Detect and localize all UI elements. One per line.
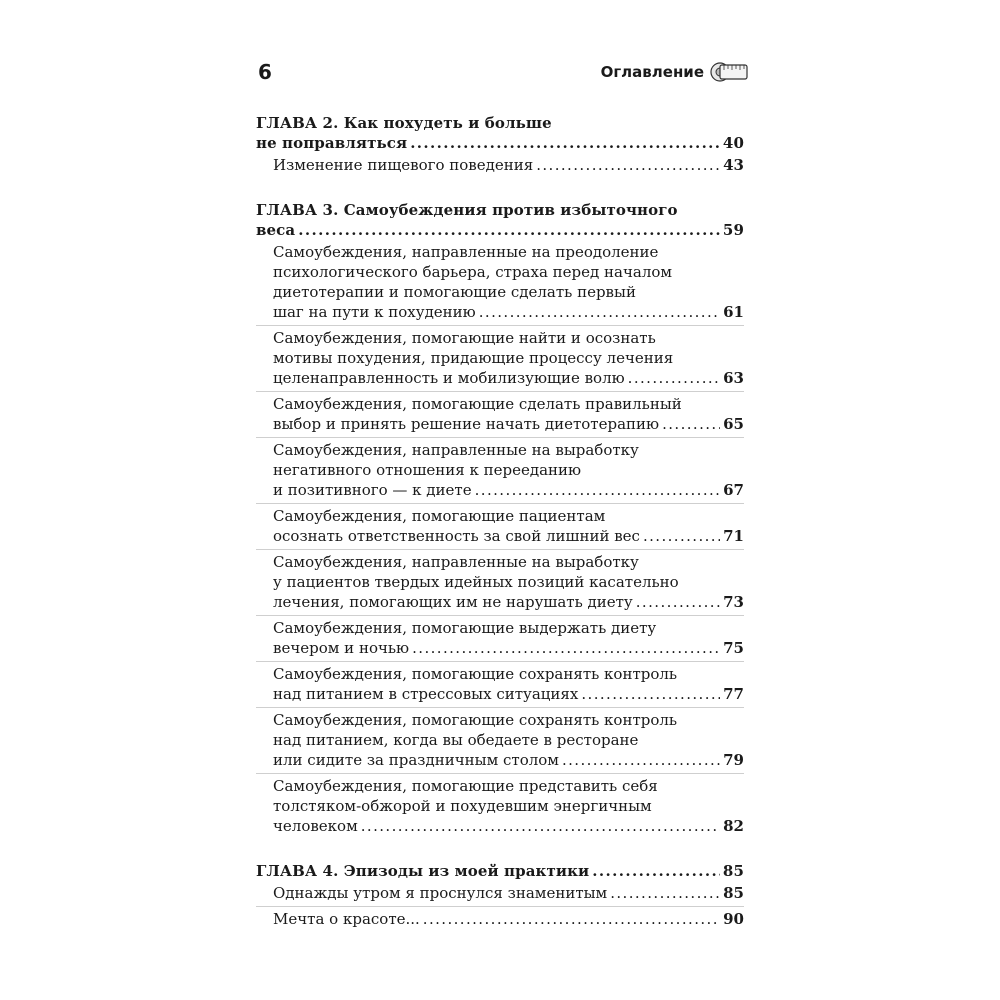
subentry-last-line — [273, 638, 744, 658]
subentry-text-line: Самоубеждения, помогающие сохранять контроль — [273, 665, 678, 683]
subentry-text-line: Самоубеждения, помогающие найти и осознать — [273, 329, 656, 347]
chapter-page-number: 40 — [722, 134, 744, 152]
running-title: Оглавление — [600, 63, 704, 81]
subentry-text-line: Самоубеждения, направленные на выработку — [273, 553, 639, 571]
leader-dots — [628, 368, 720, 388]
subentry-last-line — [273, 816, 744, 836]
leader-dots — [536, 155, 720, 175]
toc-subentry[interactable] — [256, 773, 744, 839]
toc-subentry[interactable] — [256, 503, 744, 549]
subentry-page-number: 73 — [723, 593, 744, 611]
subentry-text: над питанием в стрессовых ситуациях — [273, 685, 579, 703]
subentry-last-line — [273, 909, 744, 929]
leader-dots — [410, 133, 720, 153]
subentry-last-line — [273, 750, 744, 770]
toc-subentry[interactable] — [256, 240, 744, 325]
leader-dots — [479, 302, 720, 322]
leader-dots — [423, 909, 720, 929]
toc-chapter — [256, 861, 744, 932]
subentry-page-number: 43 — [723, 156, 744, 174]
page-header — [258, 60, 748, 86]
chapter-entry-line[interactable] — [256, 861, 744, 881]
subentry-text: целенаправленность и мобилизующие волю — [273, 369, 625, 387]
measuring-tape-icon — [710, 61, 748, 83]
leader-dots — [581, 684, 720, 704]
subentry-page-number: 63 — [723, 369, 744, 387]
subentry-text-line: Самоубеждения, помогающие сделать правильный — [273, 395, 682, 413]
subentry-text: человеком — [273, 817, 358, 835]
subentry-page-number: 85 — [723, 884, 744, 902]
subentry-text: Мечта о красоте... — [273, 910, 420, 928]
chapter-entry-line[interactable] — [256, 133, 744, 153]
subentry-text: вечером и ночью — [273, 639, 410, 657]
chapter-page-number: 59 — [722, 221, 744, 239]
leader-dots — [412, 638, 720, 658]
chapter-entry-text: ГЛАВА 4. Эпизоды из моей практики — [256, 862, 590, 880]
subentry-page-number: 61 — [723, 303, 744, 321]
chapter-title — [256, 200, 744, 240]
toc-chapter — [256, 200, 744, 839]
subentry-text-line: диетотерапии и помогающие сделать первый — [273, 283, 636, 301]
subentry-text-line: Самоубеждения, помогающие выдержать диету — [273, 619, 657, 637]
subentry-text: лечения, помогающих им не нарушать диету — [273, 593, 633, 611]
toc-subentry[interactable] — [256, 437, 744, 503]
subentry-text-line: мотивы похудения, придающие процессу лечения — [273, 349, 674, 367]
leader-dots — [610, 883, 720, 903]
subentry-page-number: 77 — [723, 685, 744, 703]
table-of-contents — [256, 113, 744, 954]
toc-subentry[interactable] — [256, 153, 744, 178]
subentry-last-line — [273, 480, 744, 500]
subentry-text-line: у пациентов твердых идейных позиций касательно — [273, 573, 679, 591]
chapter-title-line: ГЛАВА 2. Как похудеть и больше — [256, 114, 552, 132]
subentry-text-line: толстяком-обжорой и похудевшим энергичным — [273, 797, 652, 815]
subentry-text: и позитивного — к диете — [273, 481, 472, 499]
toc-subentry[interactable] — [256, 881, 744, 906]
subentry-text-line: негативного отношения к перееданию — [273, 461, 582, 479]
toc-chapter — [256, 113, 744, 178]
page-number: 6 — [258, 60, 272, 84]
subentry-text: шаг на пути к похудению — [273, 303, 476, 321]
subentry-text-line: Самоубеждения, помогающие представить себя — [273, 777, 658, 795]
subentry-last-line — [273, 592, 744, 612]
subentry-text: осознать ответственность за свой лишний вес — [273, 527, 640, 545]
toc-subentry[interactable] — [256, 549, 744, 615]
leader-dots — [662, 414, 720, 434]
running-head — [601, 60, 748, 84]
subentry-page-number: 82 — [723, 817, 744, 835]
subentry-text: выбор и принять решение начать диетотерапию — [273, 415, 660, 433]
subentry-page-number: 75 — [723, 639, 744, 657]
subentry-page-number: 79 — [723, 751, 744, 769]
subentry-text-line: Самоубеждения, помогающие сохранять контроль — [273, 711, 678, 729]
subentry-page-number: 71 — [723, 527, 744, 545]
chapter-title — [256, 113, 744, 153]
leader-dots — [643, 526, 720, 546]
subentry-text: Однажды утром я проснулся знаменитым — [273, 884, 608, 902]
subentry-last-line — [273, 526, 744, 546]
leader-dots — [475, 480, 721, 500]
subentry-last-line — [273, 368, 744, 388]
subentry-page-number: 65 — [723, 415, 744, 433]
subentry-text: или сидите за праздничным столом — [273, 751, 559, 769]
chapter-title — [256, 861, 744, 881]
subentry-text-line: Самоубеждения, направленные на выработку — [273, 441, 639, 459]
subentry-last-line — [273, 155, 744, 175]
leader-dots — [298, 220, 720, 240]
subentry-text-line: Самоубеждения, направленные на преодоление — [273, 243, 659, 261]
chapter-entry-text: не поправляться — [256, 134, 408, 152]
chapter-entry-line[interactable] — [256, 220, 744, 240]
toc-subentry[interactable] — [256, 615, 744, 661]
subentry-last-line — [273, 302, 744, 322]
leader-dots — [361, 816, 720, 836]
toc-subentry[interactable] — [256, 906, 744, 932]
subentry-last-line — [273, 684, 744, 704]
leader-dots — [636, 592, 720, 612]
chapter-title-line: ГЛАВА 3. Самоубеждения против избыточного — [256, 201, 678, 219]
toc-subentry[interactable] — [256, 391, 744, 437]
subentry-text: Изменение пищевого поведения — [273, 156, 534, 174]
toc-subentry[interactable] — [256, 661, 744, 707]
subentry-text-line: психологического барьера, страха перед началом — [273, 263, 673, 281]
chapter-entry-text: веса — [256, 221, 296, 239]
leader-dots — [592, 861, 720, 881]
subentry-last-line — [273, 883, 744, 903]
subentry-page-number: 90 — [723, 910, 744, 928]
toc-subentry[interactable] — [256, 325, 744, 391]
subentry-text-line: над питанием, когда вы обедаете в ресторане — [273, 731, 639, 749]
subentry-last-line — [273, 414, 744, 434]
toc-subentry[interactable] — [256, 707, 744, 773]
chapter-page-number: 85 — [722, 862, 744, 880]
subentry-page-number: 67 — [723, 481, 744, 499]
subentry-text-line: Самоубеждения, помогающие пациентам — [273, 507, 606, 525]
leader-dots — [562, 750, 720, 770]
